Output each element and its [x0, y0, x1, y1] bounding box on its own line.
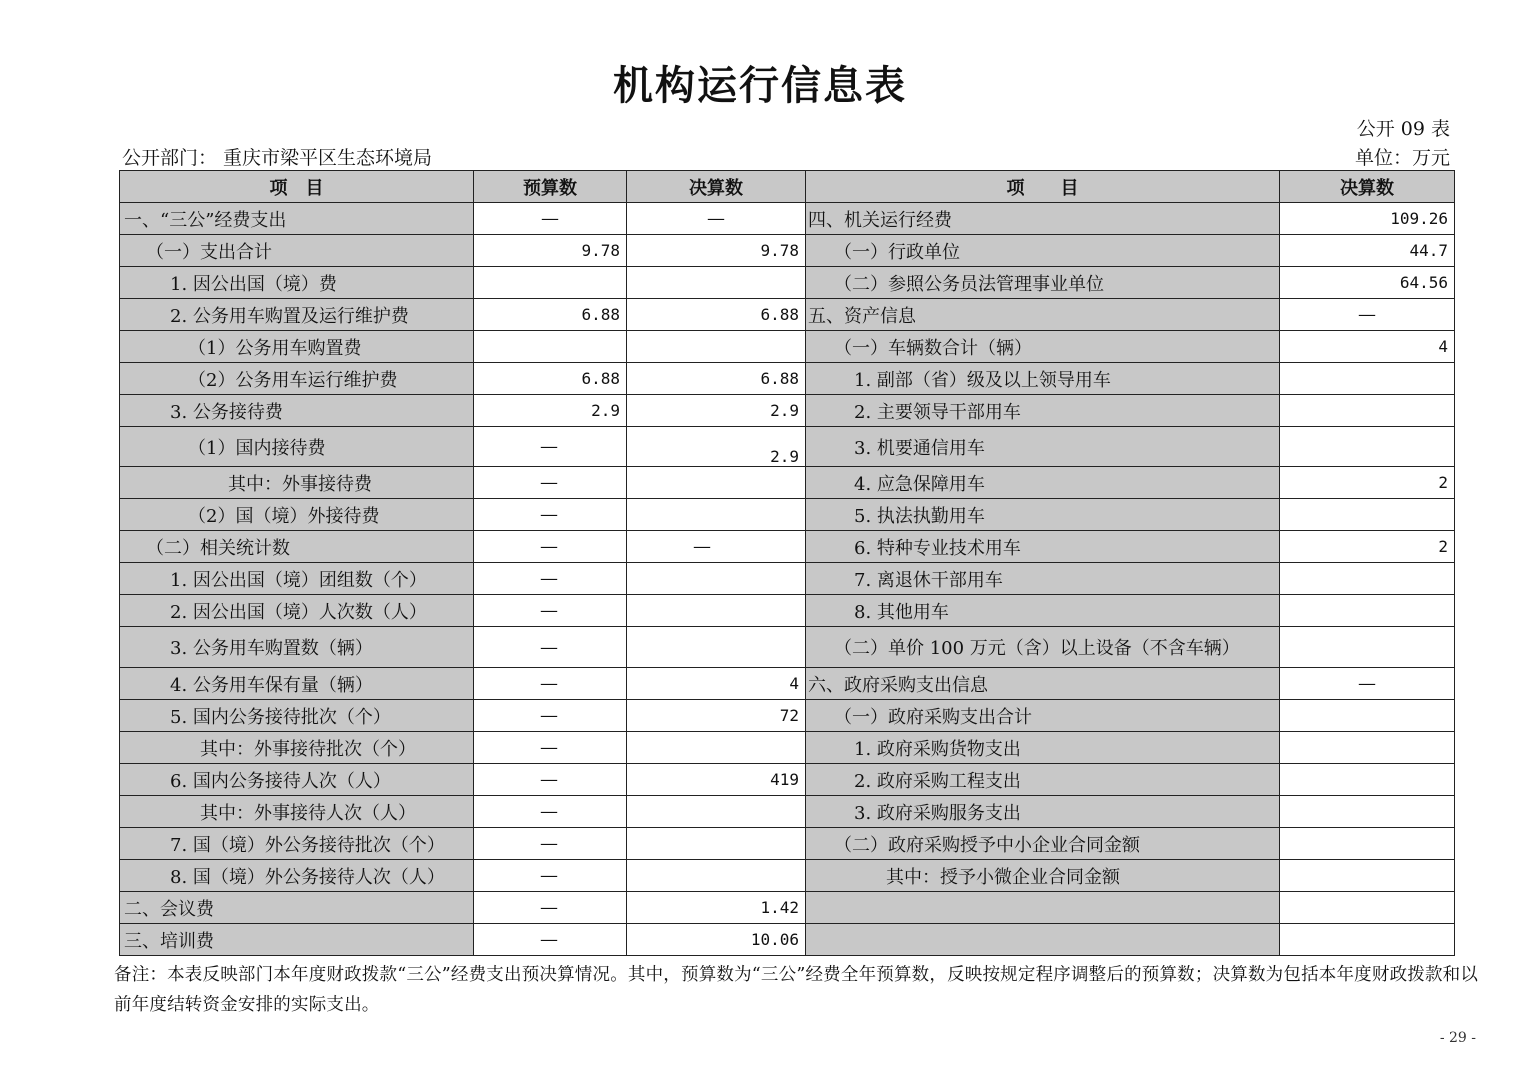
table-row [120, 668, 1455, 700]
unit-label: 单位：万元 [1354, 147, 1450, 169]
right-item: 6. 特种专业技术用车 [806, 531, 1280, 563]
table-row [120, 732, 1455, 764]
budget-value: — [474, 828, 627, 860]
left-item: （2）公务用车运行维护费 [120, 363, 474, 395]
right-value [1280, 627, 1455, 668]
budget-value: — [474, 668, 627, 700]
final-value: 9.78 [627, 235, 806, 267]
final-value: 72 [627, 700, 806, 732]
budget-value: 6.88 [474, 363, 627, 395]
final-value [627, 595, 806, 627]
budget-value: — [474, 732, 627, 764]
right-item: （二）参照公务员法管理事业单位 [806, 267, 1280, 299]
budget-value: — [474, 499, 627, 531]
right-item: （一）车辆数合计（辆） [806, 331, 1280, 363]
right-item [806, 924, 1280, 956]
footnote: 备注：本表反映部门本年度财政拨款“三公”经费支出预决算情况。其中，预算数为“三公”经费全年预算数，反映按规定程序调整后的预算数；决算数为包括本年度财政拨款和以前年度结转资金安排的实际支出。 [114, 965, 1479, 1015]
left-item: 6. 国内公务接待人次（人） [120, 764, 474, 796]
budget-value: — [474, 924, 627, 956]
right-value: — [1280, 299, 1455, 331]
right-value: 64.56 [1280, 267, 1455, 299]
left-item: 3. 公务接待费 [120, 395, 474, 427]
page-title: 机构运行信息表 [613, 63, 907, 109]
right-item: 3. 机要通信用车 [806, 427, 1280, 467]
right-value [1280, 395, 1455, 427]
header-final: 决算数 [627, 171, 806, 203]
table-row [120, 595, 1455, 627]
right-item: 1. 副部（省）级及以上领导用车 [806, 363, 1280, 395]
final-value: — [627, 203, 806, 235]
left-item: 5. 国内公务接待批次（个） [120, 700, 474, 732]
budget-value: 9.78 [474, 235, 627, 267]
right-value [1280, 860, 1455, 892]
budget-value: — [474, 427, 627, 467]
budget-value: — [474, 796, 627, 828]
left-item: 2. 因公出国（境）人次数（人） [120, 595, 474, 627]
right-value [1280, 732, 1455, 764]
final-value: 6.88 [627, 363, 806, 395]
left-item: 一、“三公”经费支出 [120, 203, 474, 235]
right-item: （一）政府采购支出合计 [806, 700, 1280, 732]
left-item: 二、会议费 [120, 892, 474, 924]
table-row [120, 299, 1455, 331]
left-item: 3. 公务用车购置数（辆） [120, 627, 474, 668]
left-item: 2. 公务用车购置及运行维护费 [120, 299, 474, 331]
final-value [627, 499, 806, 531]
budget-value: 2.9 [474, 395, 627, 427]
left-item: 其中：外事接待费 [120, 467, 474, 499]
final-value [627, 860, 806, 892]
final-value: 1.42 [627, 892, 806, 924]
right-item: 六、政府采购支出信息 [806, 668, 1280, 700]
right-item: 5. 执法执勤用车 [806, 499, 1280, 531]
budget-value: — [474, 700, 627, 732]
right-item: （二）政府采购授予中小企业合同金额 [806, 828, 1280, 860]
final-value: 2.9 [627, 395, 806, 427]
table-row [120, 700, 1455, 732]
final-value: 419 [627, 764, 806, 796]
left-item: （一）支出合计 [120, 235, 474, 267]
final-value: 6.88 [627, 299, 806, 331]
form-number: 公开 09 表 [1356, 118, 1450, 140]
right-item: 7. 离退休干部用车 [806, 563, 1280, 595]
final-value: 2.9 [627, 427, 806, 467]
final-value [627, 627, 806, 668]
budget-value: — [474, 764, 627, 796]
table-row [120, 531, 1455, 563]
table-row [120, 563, 1455, 595]
right-item: 其中：授予小微企业合同金额 [806, 860, 1280, 892]
budget-value: — [474, 203, 627, 235]
right-item: （二）单价 100 万元（含）以上设备（不含车辆） [806, 627, 1280, 668]
table-row [120, 395, 1455, 427]
table-row [120, 203, 1455, 235]
budget-value: — [474, 531, 627, 563]
right-value [1280, 924, 1455, 956]
right-value [1280, 563, 1455, 595]
final-value [627, 267, 806, 299]
table-row [120, 860, 1455, 892]
table-row [120, 363, 1455, 395]
right-item: 3. 政府采购服务支出 [806, 796, 1280, 828]
header-right-item: 项 目 [806, 171, 1280, 203]
right-value: 109.26 [1280, 203, 1455, 235]
table-header-row [120, 171, 1455, 203]
header-budget: 预算数 [474, 171, 627, 203]
table-row [120, 627, 1455, 668]
table-row [120, 924, 1455, 956]
left-item: 其中：外事接待人次（人） [120, 796, 474, 828]
table-row [120, 235, 1455, 267]
right-value [1280, 363, 1455, 395]
right-value [1280, 700, 1455, 732]
table-row [120, 427, 1455, 467]
right-value [1280, 427, 1455, 467]
budget-value: — [474, 627, 627, 668]
right-value: — [1280, 668, 1455, 700]
right-value [1280, 892, 1455, 924]
left-item: （1）国内接待费 [120, 427, 474, 467]
left-item: （1）公务用车购置费 [120, 331, 474, 363]
table-row [120, 267, 1455, 299]
final-value [627, 467, 806, 499]
info-table [119, 170, 1455, 956]
right-item: 四、机关运行经费 [806, 203, 1280, 235]
final-value: — [627, 531, 806, 563]
right-item: 4. 应急保障用车 [806, 467, 1280, 499]
final-value [627, 563, 806, 595]
right-value [1280, 796, 1455, 828]
right-item: 2. 主要领导干部用车 [806, 395, 1280, 427]
right-item: 2. 政府采购工程支出 [806, 764, 1280, 796]
right-item: 8. 其他用车 [806, 595, 1280, 627]
left-item: 三、培训费 [120, 924, 474, 956]
header-left-item: 项 目 [120, 171, 474, 203]
budget-value: — [474, 563, 627, 595]
final-value [627, 828, 806, 860]
page-number: - 29 - [1439, 1030, 1476, 1046]
right-value: 4 [1280, 331, 1455, 363]
left-item: （二）相关统计数 [120, 531, 474, 563]
table-row [120, 331, 1455, 363]
final-value: 10.06 [627, 924, 806, 956]
header-right-final: 决算数 [1280, 171, 1455, 203]
final-value [627, 796, 806, 828]
department-label: 公开部门： 重庆市梁平区生态环境局 [122, 147, 433, 169]
right-value [1280, 499, 1455, 531]
budget-value [474, 267, 627, 299]
table-row [120, 764, 1455, 796]
budget-value: — [474, 467, 627, 499]
budget-value [474, 331, 627, 363]
right-item: 1. 政府采购货物支出 [806, 732, 1280, 764]
left-item: 其中：外事接待批次（个） [120, 732, 474, 764]
left-item: 1. 因公出国（境）费 [120, 267, 474, 299]
budget-value: 6.88 [474, 299, 627, 331]
right-value: 44.7 [1280, 235, 1455, 267]
budget-value: — [474, 860, 627, 892]
final-value: 4 [627, 668, 806, 700]
budget-value: — [474, 595, 627, 627]
right-value [1280, 828, 1455, 860]
final-value [627, 331, 806, 363]
left-item: 8. 国（境）外公务接待人次（人） [120, 860, 474, 892]
left-item: 7. 国（境）外公务接待批次（个） [120, 828, 474, 860]
table-row [120, 796, 1455, 828]
right-item: （一）行政单位 [806, 235, 1280, 267]
table-row [120, 467, 1455, 499]
left-item: 1. 因公出国（境）团组数（个） [120, 563, 474, 595]
table-row [120, 828, 1455, 860]
table-row [120, 499, 1455, 531]
table-row [120, 892, 1455, 924]
right-value [1280, 595, 1455, 627]
right-item [806, 892, 1280, 924]
left-item: 4. 公务用车保有量（辆） [120, 668, 474, 700]
left-item: （2）国（境）外接待费 [120, 499, 474, 531]
right-value: 2 [1280, 467, 1455, 499]
budget-value: — [474, 892, 627, 924]
right-value [1280, 764, 1455, 796]
final-value [627, 732, 806, 764]
right-item: 五、资产信息 [806, 299, 1280, 331]
right-value: 2 [1280, 531, 1455, 563]
